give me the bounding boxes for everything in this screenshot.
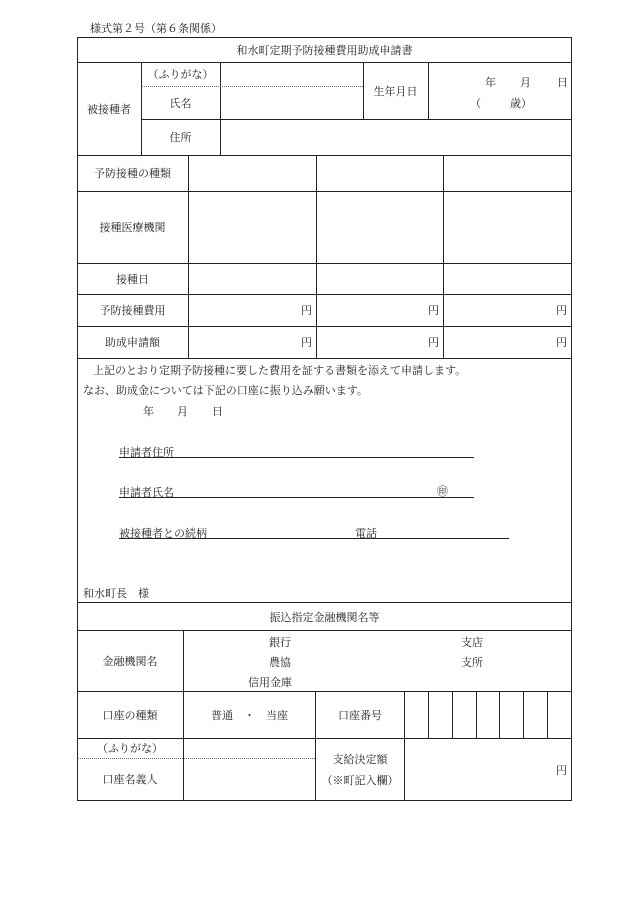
account-digit-3[interactable] xyxy=(453,692,476,738)
subsidy-amount-label: 助成申請額 xyxy=(105,336,160,349)
cost-yen-1: 円 xyxy=(301,304,312,317)
holder-furigana-label: （ふりがな） xyxy=(97,742,163,755)
birth-day: 日 xyxy=(557,76,568,89)
applicant-name-label: 申請者氏名 xyxy=(119,486,174,499)
form-title: 和水町定期予防接種費用助成申請書 xyxy=(236,43,413,57)
seal-mark: ㊞ xyxy=(437,485,448,498)
subsidy-yen-3: 円 xyxy=(556,336,567,349)
name-input[interactable] xyxy=(221,87,363,118)
furigana-input[interactable] xyxy=(221,63,363,85)
birthdate-label: 生年月日 xyxy=(373,84,418,98)
relation-phone-input[interactable] xyxy=(119,538,509,539)
applicant-name-input[interactable] xyxy=(119,497,474,498)
declaration-year: 年 xyxy=(143,405,154,418)
branch-text: 支店 xyxy=(461,636,483,649)
phone-label: 電話 xyxy=(355,527,377,540)
subsidy-yen-2: 円 xyxy=(428,336,439,349)
payment-label-1: 支給決定額 xyxy=(332,753,388,766)
holder-label: 口座名義人 xyxy=(102,773,158,786)
bank-text: 銀行 xyxy=(269,636,291,649)
institution-label: 金融機関名 xyxy=(102,654,158,668)
addressee: 和水町長 様 xyxy=(83,587,149,600)
vaccine-type-label: 予防接種の種類 xyxy=(94,167,171,180)
account-digit-4[interactable] xyxy=(477,692,499,738)
address-label: 住所 xyxy=(169,131,192,144)
account-digit-6[interactable] xyxy=(524,692,547,738)
vaccination-cost-label: 予防接種費用 xyxy=(99,304,166,317)
applicant-address-label: 申請者住所 xyxy=(119,446,174,459)
outer-bottom-border xyxy=(77,800,572,801)
account-type-options[interactable]: 普通 ・ 当座 xyxy=(211,708,288,722)
payment-label-2: （※町記入欄） xyxy=(321,774,399,787)
account-digit-5[interactable] xyxy=(500,692,523,738)
recipient-label: 被接種者 xyxy=(87,102,131,116)
account-type-label: 口座の種類 xyxy=(102,708,158,722)
agri-coop-text: 農協 xyxy=(269,656,291,669)
account-number-label: 口座番号 xyxy=(338,708,382,722)
account-digit-2[interactable] xyxy=(429,692,452,738)
address-input[interactable] xyxy=(221,120,571,155)
declaration-month: 月 xyxy=(177,405,188,418)
account-digit-1[interactable] xyxy=(405,692,428,738)
payment-yen: 円 xyxy=(556,763,567,777)
declaration-line-1: 上記のとおり定期予防接種に要した費用を証する書類を添えて申請します。 xyxy=(93,364,467,377)
divider xyxy=(77,358,572,359)
name-label: 氏名 xyxy=(169,96,192,110)
form-number: 様式第２号（第６条関係） xyxy=(90,22,222,35)
declaration-line-2: なお、助成金については下記の口座に振り込み願います。 xyxy=(83,384,368,397)
divider xyxy=(428,62,429,119)
medical-institution-label: 接種医療機関 xyxy=(99,221,166,234)
birth-year: 年 xyxy=(485,76,496,89)
cost-yen-3: 円 xyxy=(556,304,567,317)
cost-yen-2: 円 xyxy=(428,304,439,317)
age-close: 歳） xyxy=(510,97,532,110)
sub-branch-text: 支所 xyxy=(461,656,483,669)
subsidy-yen-1: 円 xyxy=(301,336,312,349)
applicant-address-input[interactable] xyxy=(119,457,474,458)
declaration-day: 日 xyxy=(212,405,223,418)
outer-right-border xyxy=(571,37,572,800)
relation-label: 被接種者との続柄 xyxy=(119,527,207,540)
birth-month: 月 xyxy=(520,76,531,89)
vaccination-date-label: 接種日 xyxy=(116,272,149,286)
age-open: （ xyxy=(470,97,481,110)
furigana-label: （ふりがな） xyxy=(147,68,214,81)
holder-input[interactable] xyxy=(184,759,315,800)
account-digit-7[interactable] xyxy=(548,692,571,738)
credit-union-text: 信用金庫 xyxy=(248,676,292,689)
bank-header: 振込指定金融機関名等 xyxy=(269,610,380,624)
